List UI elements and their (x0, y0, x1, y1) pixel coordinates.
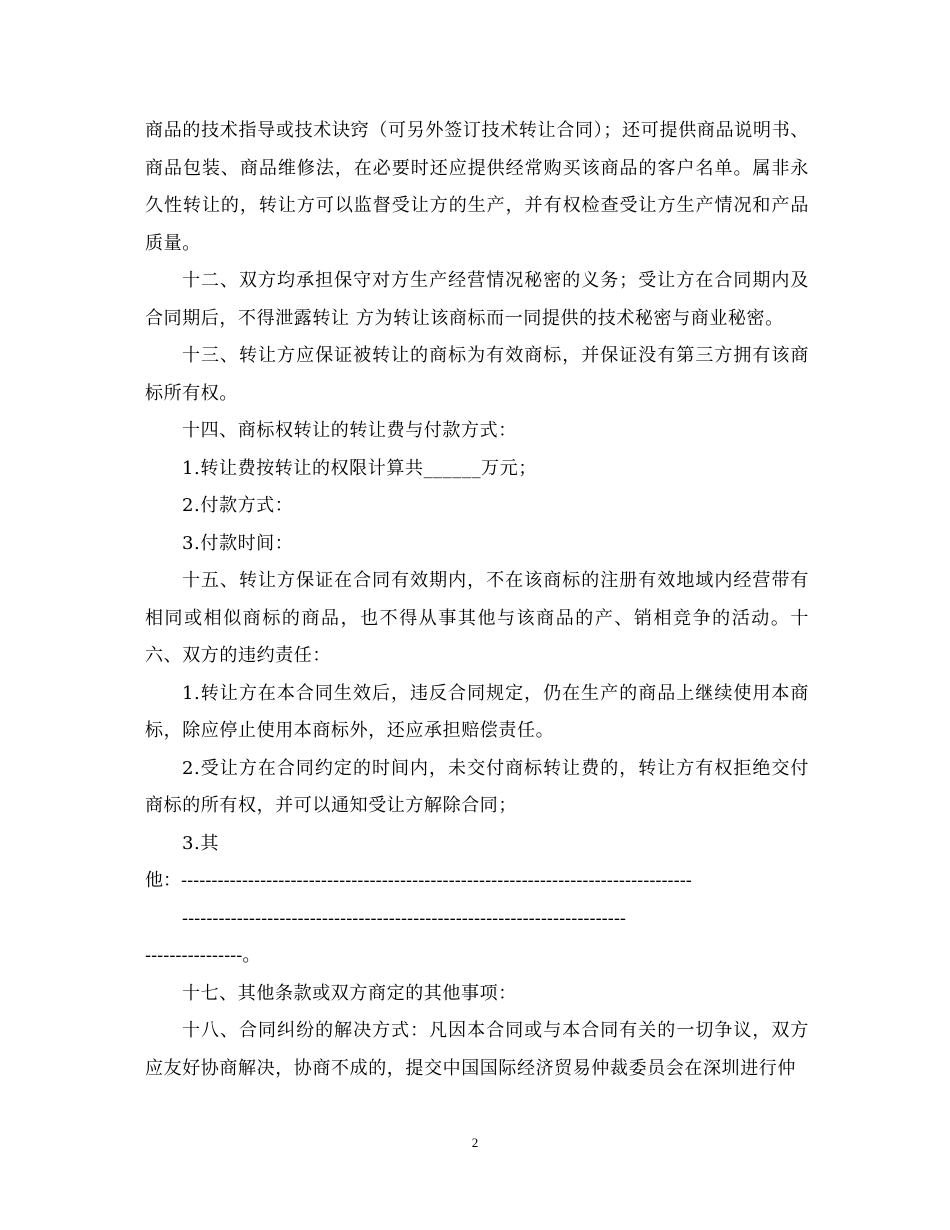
paragraph-clause-18: 十八、合同纠纷的解决方式：凡因本合同或与本合同有关的一切争议，双方应友好协商解决，协商不成的，提交中国国际经济贸易仲裁委员会在深圳进行仲 (145, 1020, 809, 1079)
paragraph-clause-12: 十二、双方均承担保守对方生产经营情况秘密的义务；受让方在合同期内及合同期后，不得泄露转让 方为转让该商标而一同提供的技术秘密与商业秘密。 (145, 270, 809, 329)
paragraph-clause-15-16: 十五、转让方保证在合同有效期内，不在该商标的注册有效地域内经营带有相同或相似商标的商品，也不得从事其他与该商品的产、销相竞争的活动。十六、双方的违约责任： (145, 570, 809, 666)
paragraph-clause-14: 十四、商标权转让的转让费与付款方式： (182, 420, 517, 441)
page-number: 2 (471, 1135, 479, 1150)
paragraph-clause-14-item-3: 3.付款时间： (182, 532, 294, 554)
document-body (145, 112, 809, 1087)
paragraph-clause-14-item-1: 1.转让费按转让的权限计算共______万元； (182, 457, 537, 479)
paragraph-clause-11-continued: 商品的技术指导或技术诀窍（可另外签订技术转让合同）；还可提供商品说明书、商品包装、商品维修法，在必要时还应提供经常购买该商品的客户名单。属非永久性转让的，转让方可以监督受让方的生产，并有权检查受让方生产情况和产品质量。 (145, 120, 809, 254)
paragraph-clause-14-item-2: 2.付款方式： (182, 495, 294, 516)
paragraph-clause-17: 十七、其他条款或双方商定的其他事项： (182, 982, 517, 1004)
paragraph-clause-16-item-3: 3.其 (182, 832, 219, 854)
paragraph-clause-13: 十三、转让方应保证被转让的商标为有效商标，并保证没有第三方拥有该商标所有权。 (145, 345, 809, 404)
paragraph-clause-16-item-2: 2.受让方在合同约定的时间内，未交付商标转让费的，转让方有权拒绝交付商标的所有权，并可以通知受让方解除合同； (145, 757, 809, 816)
other-terms-line-3: ----------------。 (145, 945, 261, 966)
other-terms-line-2: ------------------------------------------------------------------------- (182, 907, 626, 929)
other-terms-line-1: 他：------------------------------------------------------------------------------------ (145, 870, 692, 891)
paragraph-clause-16-item-1: 1.转让方在本合同生效后，违反合同规定，仍在生产的商品上继续使用本商标，除应停止使用本商标外，还应承担赔偿责任。 (145, 682, 809, 741)
